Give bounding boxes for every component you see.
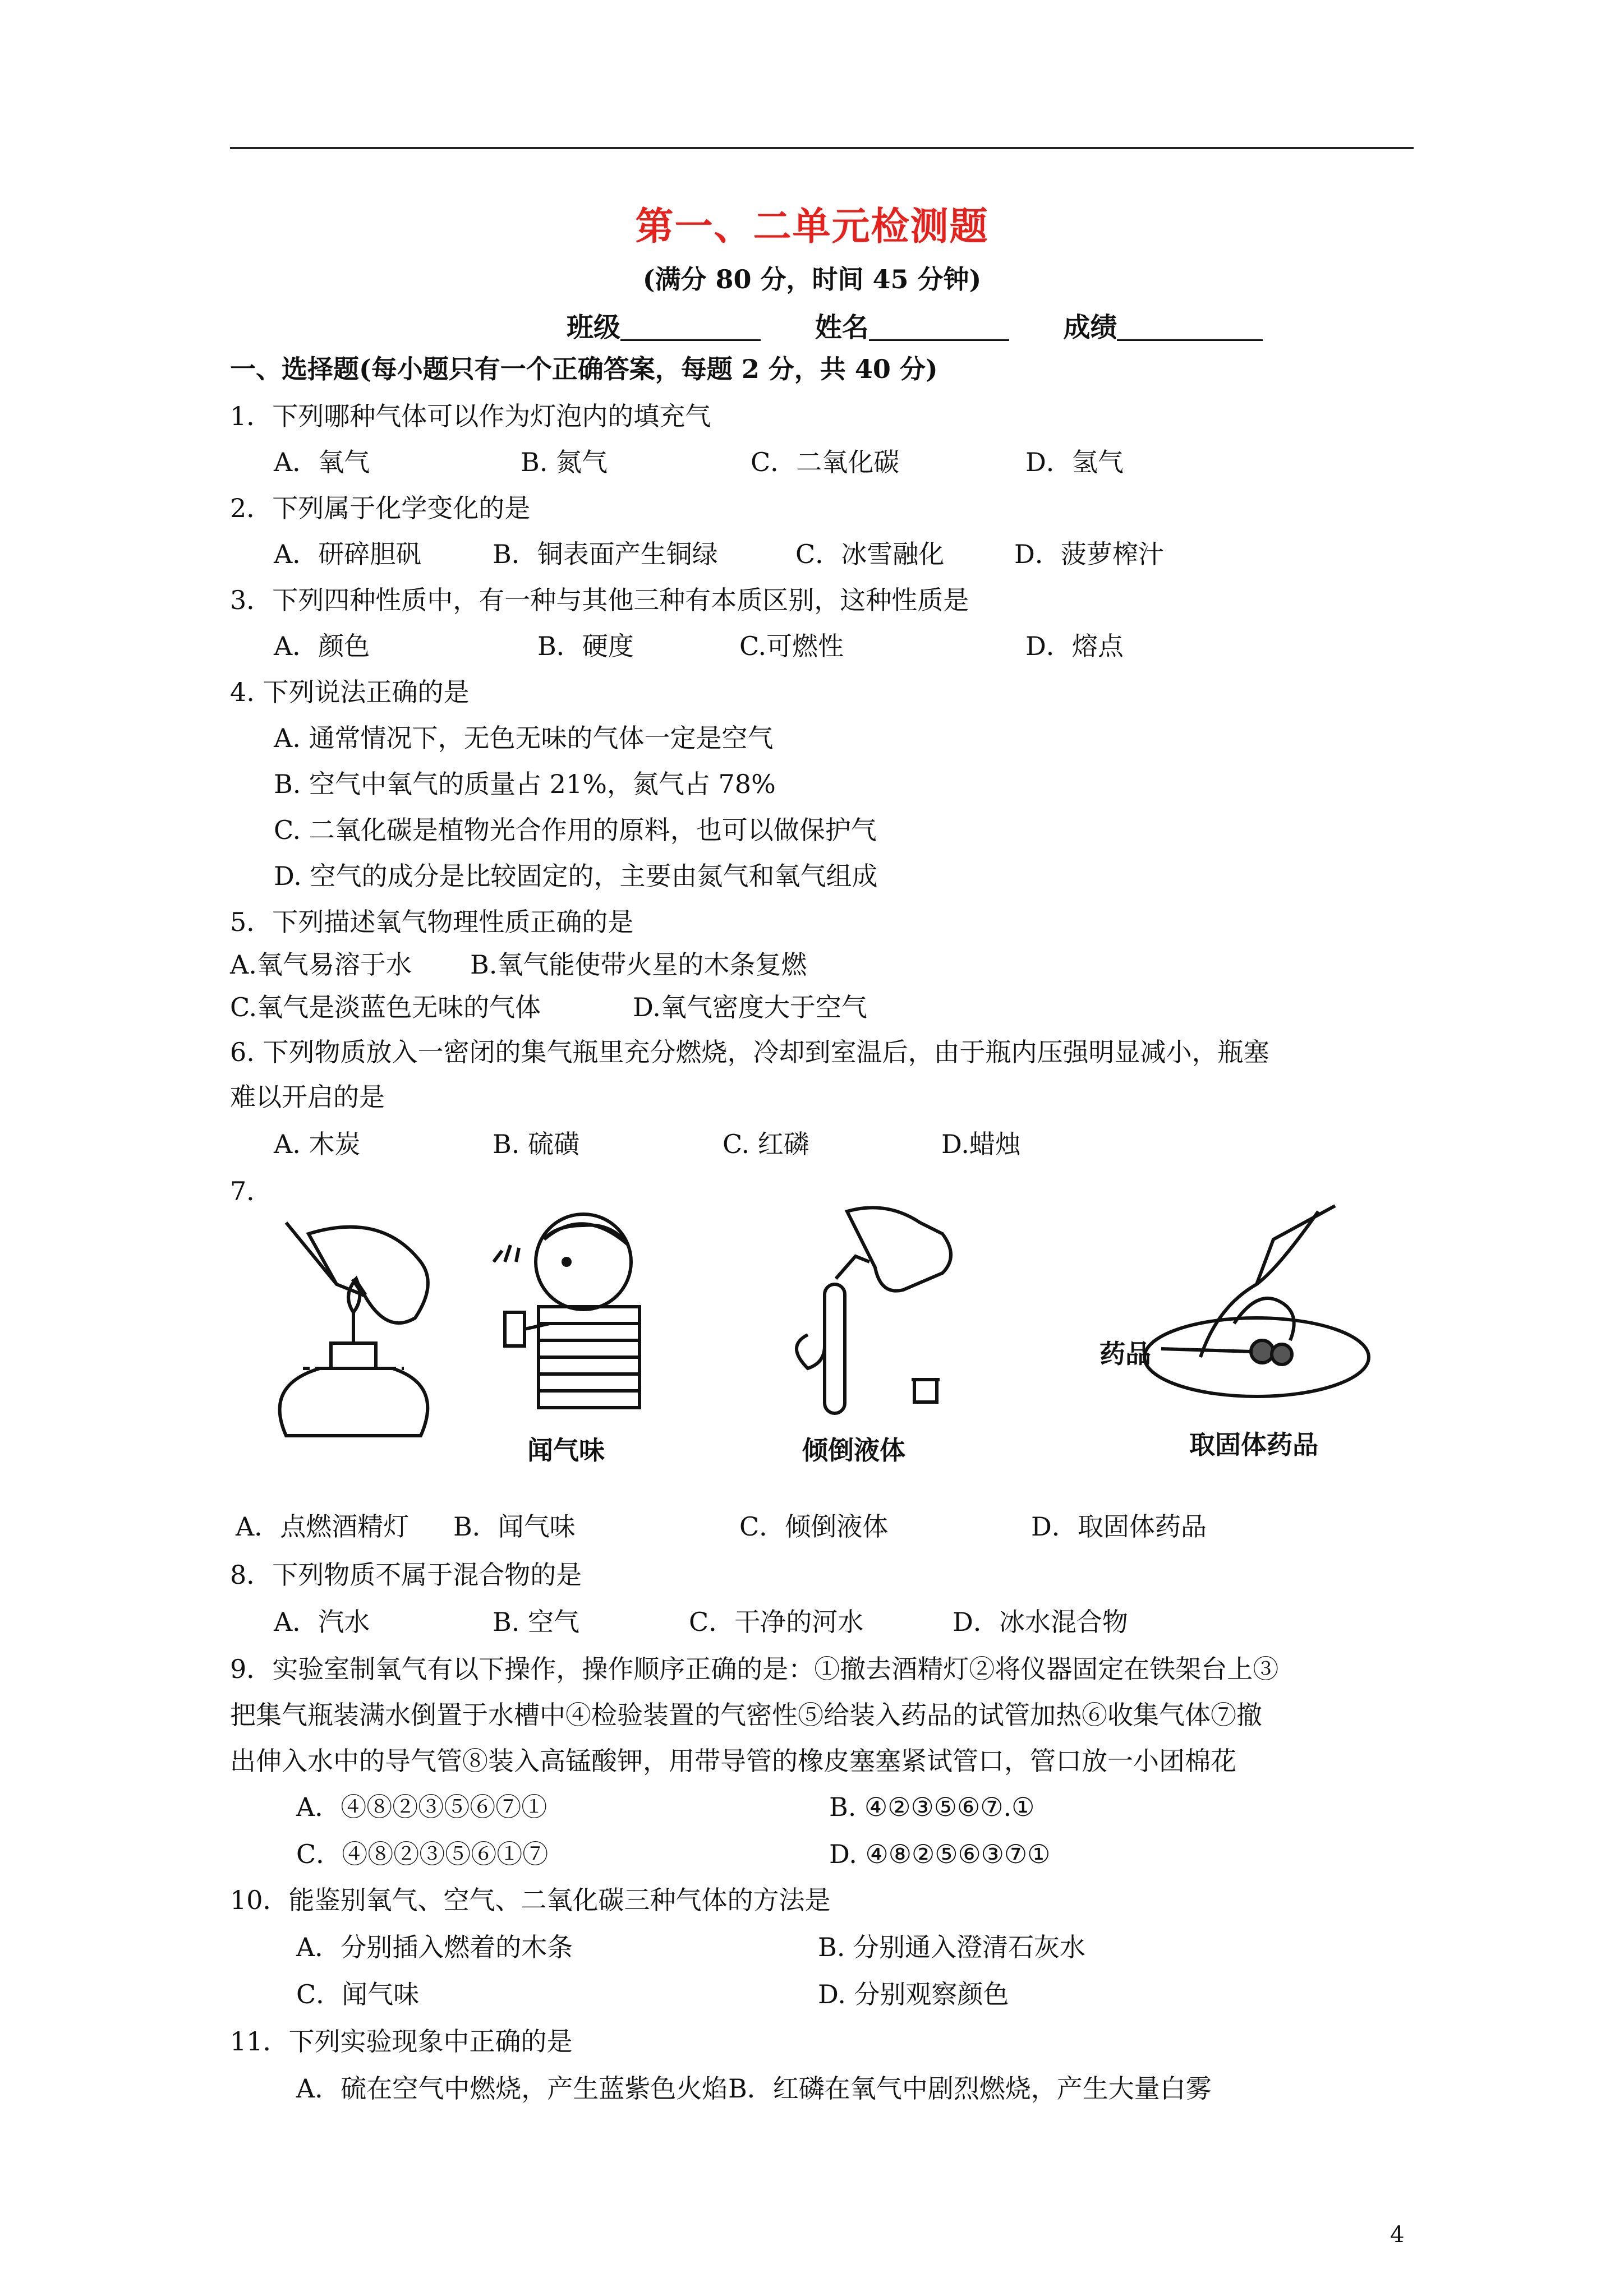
q10-option-b: B. 分别通入澄清石灰水 [818, 1932, 1086, 1962]
q7-option-c: C．倾倒液体 [739, 1511, 889, 1542]
q1-stem: 1．下列哪种气体可以作为灯泡内的填充气 [230, 401, 711, 431]
q10-option-c: C．闻气味 [296, 1979, 420, 2009]
taking-solid-illustration [1088, 1200, 1380, 1436]
q10-option-a: A．分别插入燃着的木条 [296, 1932, 573, 1962]
q5-option-b: B.氧气能使带火星的木条复燃 [470, 949, 807, 980]
q9-option-b: B. ④②③⑤⑥⑦.① [829, 1792, 1035, 1822]
score-label: 成绩 [1063, 312, 1117, 343]
q7-option-d: D．取固体药品 [1031, 1511, 1207, 1542]
q5-option-c: C.氧气是淡蓝色无味的气体 [230, 992, 541, 1022]
name-label: 姓名 [815, 312, 869, 343]
q2-option-a: A．研碎胆矾 [274, 539, 422, 569]
q9-line1: 9．实验室制氧气有以下操作，操作顺序正确的是：①撤去酒精灯②将仪器固定在铁架台上③ [230, 1654, 1279, 1684]
q10-option-d: D. 分别观察颜色 [818, 1979, 1009, 2009]
q1-option-c: C．二氧化碳 [751, 447, 900, 477]
q8-option-c: C．干净的河水 [689, 1607, 864, 1637]
q1-option-b: B. 氮气 [521, 447, 608, 477]
fig-label-pour: 倾倒液体 [802, 1435, 905, 1465]
fig-label-take: 取固体药品 [1189, 1430, 1318, 1460]
q8-option-d: D．冰水混合物 [953, 1607, 1128, 1637]
q4-option-a: A. 通常情况下，无色无味的气体一定是空气 [274, 723, 774, 753]
header-rule [230, 147, 1414, 149]
q6-option-a: A. 木炭 [274, 1129, 361, 1159]
q6-stem-line2: 难以开启的是 [230, 1082, 385, 1112]
q11-stem: 11．下列实验现象中正确的是 [230, 2026, 573, 2057]
name-blank[interactable] [869, 312, 1009, 341]
exam-title: 第一、二单元检测题 [635, 204, 989, 249]
q8-option-b: B. 空气 [493, 1607, 580, 1637]
q4-option-b: B. 空气中氧气的质量占 21%，氮气占 78% [274, 769, 776, 799]
q9-option-c: C．④⑧②③⑤⑥①⑦ [296, 1839, 549, 1869]
q8-stem: 8．下列物质不属于混合物的是 [230, 1560, 582, 1590]
q4-option-d: D. 空气的成分是比较固定的，主要由氮气和氧气组成 [274, 861, 878, 891]
q3-option-c: C.可燃性 [739, 631, 844, 661]
q10-stem: 10．能鉴别氧气、空气、二氧化碳三种气体的方法是 [230, 1885, 831, 1915]
q7-option-b: B．闻气味 [453, 1511, 576, 1542]
alcohol-lamp-illustration [252, 1200, 466, 1458]
q9-line2: 把集气瓶装满水倒置于水槽中④检验装置的气密性⑤给装入药品的试管加热⑥收集气体⑦撤 [230, 1700, 1262, 1730]
q3-option-a: A．颜色 [274, 631, 370, 661]
class-blank[interactable] [620, 312, 761, 341]
q3-stem: 3．下列四种性质中，有一种与其他三种有本质区别，这种性质是 [230, 585, 969, 615]
smelling-illustration [471, 1200, 656, 1458]
q3-option-b: B．硬度 [537, 631, 634, 661]
q2-option-d: D．菠萝榨汁 [1014, 539, 1164, 569]
score-blank[interactable] [1117, 312, 1263, 341]
q5-option-a: A.氧气易溶于水 [230, 949, 412, 980]
q9-line3: 出伸入水中的导气管⑧装入高锰酸钾，用带导管的橡皮塞塞紧试管口，管口放一小团棉花 [230, 1746, 1236, 1776]
q2-option-b: B．铜表面产生铜绿 [493, 539, 718, 569]
q1-option-d: D．氢气 [1025, 447, 1124, 477]
q6-stem-line1: 6. 下列物质放入一密闭的集气瓶里充分燃烧，冷却到室温后，由于瓶内压强明显减小，瓶塞 [230, 1037, 1269, 1067]
q2-option-c: C．冰雪融化 [795, 539, 945, 569]
class-label: 班级 [567, 312, 621, 343]
pouring-liquid-illustration [774, 1200, 976, 1436]
q9-option-d: D. ④⑧②⑤⑥③⑦① [829, 1839, 1051, 1869]
q7-option-a: A．点燃酒精灯 [236, 1511, 410, 1542]
exam-subtitle: (满分 80 分，时间 45 分钟) [642, 264, 982, 294]
section-heading: 一、选择题(每小题只有一个正确答案，每题 2 分，共 40 分) [230, 354, 938, 384]
q8-option-a: A．汽水 [274, 1607, 370, 1637]
q1-option-a: A．氧气 [274, 447, 370, 477]
q6-option-d: D.蜡烛 [941, 1129, 1021, 1159]
q4-option-c: C. 二氧化碳是植物光合作用的原料，也可以做保护气 [274, 815, 877, 845]
q7-stem: 7． [230, 1176, 273, 1206]
q5-option-d: D.氧气密度大于空气 [633, 992, 867, 1022]
q11-option-a: A．硫在空气中燃烧，产生蓝紫色火焰 [296, 2073, 728, 2104]
q2-stem: 2．下列属于化学变化的是 [230, 493, 531, 523]
fig-label-drug: 药品 [1099, 1339, 1151, 1369]
q6-option-b: B. 硫磺 [493, 1129, 580, 1159]
q11-option-b: B．红磷在氧气中剧烈燃烧，产生大量白雾 [728, 2073, 1212, 2104]
q9-option-a: A．④⑧②③⑤⑥⑦① [296, 1792, 548, 1822]
fig-label-smell: 闻气味 [527, 1435, 605, 1465]
student-info-line [567, 306, 1263, 344]
q6-option-c: C. 红磷 [723, 1129, 809, 1159]
q4-stem: 4. 下列说法正确的是 [230, 677, 470, 707]
page-number: 4 [1390, 2222, 1405, 2248]
q7-figures [236, 1200, 1414, 1492]
q5-stem: 5．下列描述氧气物理性质正确的是 [230, 907, 634, 937]
q3-option-d: D．熔点 [1025, 631, 1124, 661]
